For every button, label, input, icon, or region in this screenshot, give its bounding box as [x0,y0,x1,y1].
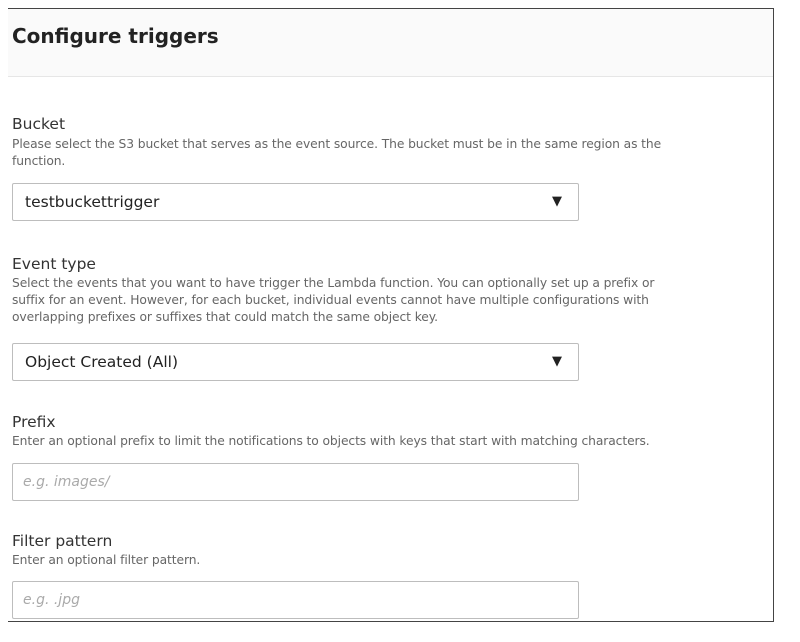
bucket-select[interactable] [12,183,579,221]
filter-pattern-input[interactable] [12,581,579,619]
prefix-description: Enter an optional prefix to limit the notifications to objects with keys that start with matching characters. [12,434,650,448]
configure-triggers-panel [8,8,774,622]
bucket-label: Bucket [12,115,66,133]
panel-header [8,9,773,77]
prefix-input[interactable] [12,463,579,501]
bucket-field [12,114,773,170]
bucket-description-line2: function. [12,154,66,168]
prefix-label: Prefix [12,413,56,431]
caret-down-icon[interactable]: ▼ [552,194,562,209]
caret-down-icon[interactable]: ▼ [552,354,562,369]
filter-pattern-field [12,531,773,569]
page-title: Configure triggers [12,24,219,48]
event-type-field [12,254,773,326]
event-type-label: Event type [12,255,96,273]
bucket-select-value: testbuckettrigger [25,193,160,211]
filter-pattern-description: Enter an optional filter pattern. [12,553,201,567]
bucket-description-line1: Please select the S3 bucket that serves as the event source. The bucket must be in the same region as the [12,137,662,151]
event-type-select-value: Object Created (All) [25,353,178,371]
event-type-description-line1: Select the events that you want to have trigger the Lambda function. You can optionally set up a prefix or [12,276,655,290]
prefix-field [12,412,773,450]
event-type-select[interactable] [12,343,579,381]
event-type-description-line3: overlapping prefixes or suffixes that could match the same object key. [12,310,438,324]
filter-pattern-label: Filter pattern [12,532,113,550]
event-type-description-line2: suffix for an event. However, for each bucket, individual events cannot have multiple configurations with [12,293,649,307]
